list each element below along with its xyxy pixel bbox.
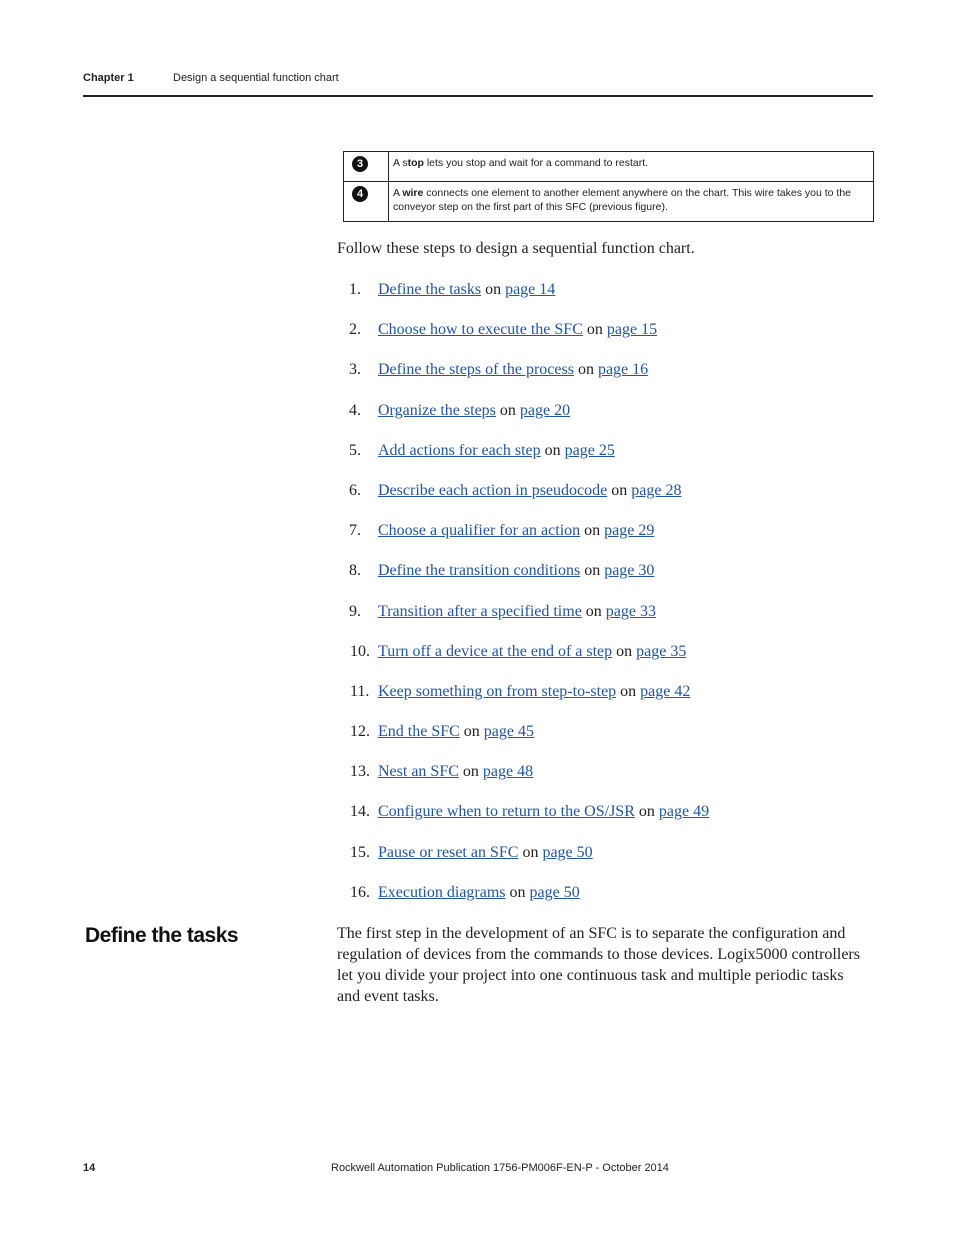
page-link[interactable]: page 28	[631, 481, 682, 499]
on-word: on	[463, 723, 480, 741]
page-link[interactable]: page 14	[505, 281, 556, 298]
list-item	[337, 882, 709, 922]
step-number: 2.	[349, 321, 361, 339]
step-number: 4.	[349, 401, 361, 419]
on-word: on	[485, 281, 502, 298]
list-item	[337, 279, 709, 319]
step-link[interactable]: Choose a qualifier for an action	[378, 522, 581, 540]
row-text-pre: A	[393, 187, 403, 199]
step-link[interactable]: Transition after a specified time	[378, 602, 582, 620]
chapter-title: Design a sequential function chart	[173, 72, 339, 84]
on-word: on	[462, 763, 479, 781]
on-word: on	[585, 602, 602, 620]
step-link[interactable]: End the SFC	[378, 723, 460, 741]
step-link[interactable]: Nest an SFC	[378, 763, 459, 781]
page-link[interactable]: page 15	[606, 321, 658, 339]
on-word: on	[584, 522, 601, 540]
page-link[interactable]: page 16	[597, 361, 649, 379]
step-link[interactable]: Keep something on from step-to-step	[378, 682, 617, 700]
on-word: on	[584, 562, 601, 580]
legend-table	[343, 151, 874, 222]
step-number: 7.	[349, 522, 361, 540]
list-item	[337, 601, 709, 641]
page-link[interactable]: page 45	[483, 723, 534, 741]
step-link[interactable]: Define the steps of the process	[378, 361, 574, 379]
step-number: 13.	[350, 763, 370, 781]
page-link[interactable]: page 35	[636, 642, 687, 660]
list-item	[337, 761, 709, 801]
on-word: on	[522, 843, 539, 861]
on-word: on	[509, 883, 526, 901]
list-item	[337, 520, 709, 560]
on-word: on	[499, 401, 516, 419]
step-link[interactable]: Organize the steps	[378, 401, 496, 419]
page-link[interactable]: page 50	[542, 843, 593, 861]
page-link[interactable]: page 20	[519, 401, 571, 419]
number-badge: 3	[352, 156, 368, 172]
table-row	[344, 152, 874, 182]
section-heading: Define the tasks	[85, 924, 239, 947]
step-link[interactable]: Define the transition conditions	[378, 562, 581, 580]
step-link[interactable]: Configure when to return to the OS/JSR	[378, 803, 635, 821]
page-link[interactable]: page 49	[658, 803, 710, 821]
step-link[interactable]: Describe each action in pseudocode	[378, 481, 608, 499]
page-link[interactable]: page 42	[640, 682, 691, 700]
list-item	[337, 480, 709, 520]
step-number: 6.	[349, 481, 361, 499]
step-number: 16.	[350, 883, 370, 901]
list-item	[337, 721, 709, 761]
step-link[interactable]: Pause or reset an SFC	[378, 843, 519, 861]
chapter-label: Chapter 1	[83, 72, 134, 84]
step-number: 12.	[350, 723, 370, 741]
step-link[interactable]: Add actions for each step	[378, 441, 541, 459]
row-text-pre: A s	[393, 157, 408, 169]
list-item	[337, 359, 709, 399]
list-item	[337, 842, 709, 882]
on-word: on	[577, 361, 594, 379]
intro-text: Follow these steps to design a sequential function chart.	[337, 240, 695, 257]
step-number: 8.	[349, 562, 361, 580]
step-number: 1.	[349, 281, 361, 298]
page-link[interactable]: page 30	[604, 562, 655, 580]
on-word: on	[544, 441, 561, 459]
page-number: 14	[83, 1162, 96, 1174]
publication-info: Rockwell Automation Publication 1756-PM006F-EN-P - October 2014	[331, 1162, 669, 1174]
list-item	[337, 319, 709, 359]
page-link[interactable]: page 50	[529, 883, 580, 901]
on-word: on	[586, 321, 603, 339]
page-link[interactable]: page 48	[482, 763, 534, 781]
step-number: 5.	[349, 441, 361, 459]
list-item	[337, 400, 709, 440]
step-link[interactable]: Choose how to execute the SFC	[378, 321, 583, 339]
list-item	[337, 801, 709, 841]
step-link[interactable]: Execution diagrams	[378, 883, 506, 901]
list-item	[337, 440, 709, 480]
list-item	[337, 641, 709, 681]
page-link[interactable]: page 29	[604, 522, 655, 540]
on-word: on	[611, 481, 628, 499]
row-text-post: connects one element to another element anywhere on the chart. This wire takes you to the conveyor step on the first part of this SFC (previous figure).	[393, 187, 851, 213]
steps-list	[337, 279, 709, 922]
step-number: 9.	[349, 602, 361, 620]
step-number: 10.	[350, 642, 370, 660]
step-number: 15.	[350, 843, 370, 861]
number-badge: 4	[352, 186, 368, 202]
step-link[interactable]: Define the tasks	[378, 281, 482, 298]
running-header	[83, 70, 873, 97]
list-item	[337, 560, 709, 600]
step-number: 11.	[350, 682, 370, 700]
page-link[interactable]: page 25	[564, 441, 615, 459]
step-link[interactable]: Turn off a device at the end of a step	[378, 642, 613, 660]
row-term: wire	[402, 187, 424, 199]
step-number: 14.	[350, 803, 370, 821]
on-word: on	[620, 682, 637, 700]
list-item	[337, 681, 709, 721]
table-row	[344, 182, 874, 222]
on-word: on	[638, 803, 655, 821]
page-link[interactable]: page 33	[605, 602, 656, 620]
step-number: 3.	[349, 361, 361, 379]
section-body: The first step in the development of an SFC is to separate the configuration and regulation of devices from the commands to those devices. Logix5000 controllers let you divide your project into one continuous task and multiple periodic tasks and event tasks.	[337, 925, 860, 1005]
row-text-post: lets you stop and wait for a command to restart.	[423, 157, 649, 169]
on-word: on	[616, 642, 633, 660]
row-term: top	[407, 157, 424, 169]
